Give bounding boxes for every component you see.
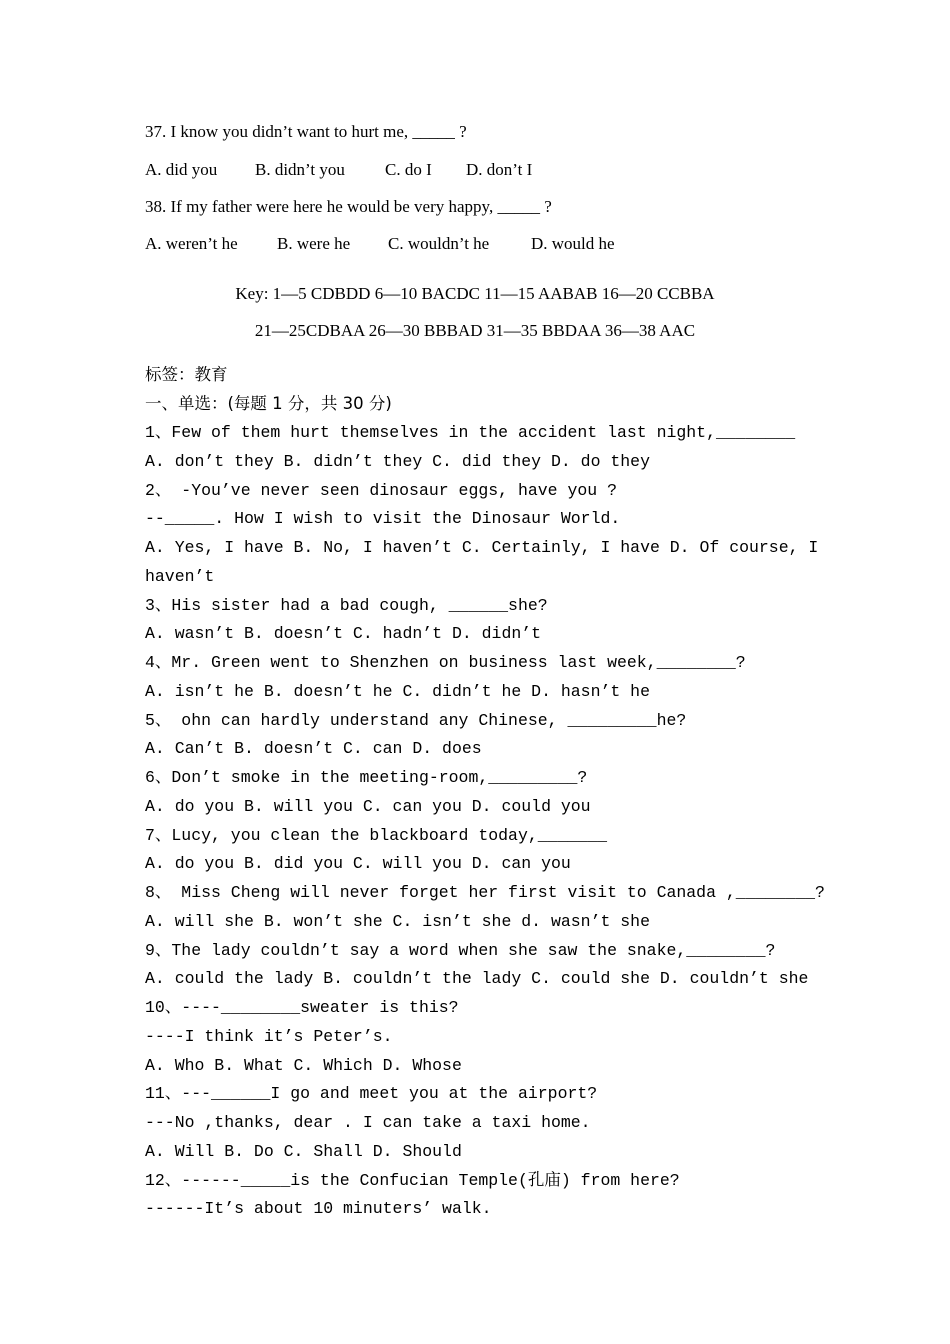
answer-key-line-2: 21—25CDBAA 26—30 BBBAD 31—35 BBDAA 36—38 AAC (254, 321, 696, 340)
text-line: A. isn’t he B. doesn’t he C. didn’t he D. hasn’t he (145, 682, 650, 701)
option-c: C. do I (385, 160, 432, 179)
option-a: A. weren’t he (145, 234, 238, 253)
option-b: B. were he (277, 234, 351, 253)
text-line: A. don’t they B. didn’t they C. did they D. do they (145, 452, 650, 471)
option-b: B. didn’t you (255, 160, 345, 179)
section-title: 一、单选：(每题 1 分，共 30 分) (145, 394, 392, 413)
text-line: 9、The lady couldn’t say a word when she saw the snake,________? (145, 941, 776, 960)
text-line: 3、His sister had a bad cough, ______she? (145, 596, 548, 615)
text-line: A. do you B. did you C. will you D. can you (145, 854, 571, 873)
option-a: A. did you (145, 160, 218, 179)
text-line: A. will she B. won’t she C. isn’t she d. wasn’t she (145, 912, 650, 931)
option-d: D. would he (531, 234, 615, 253)
text-line: A. Can’t B. doesn’t C. can D. does (145, 739, 482, 758)
text-line: ----I think it’s Peter’s. (145, 1027, 393, 1046)
text-line: --_____. How I wish to visit the Dinosaur World. (145, 509, 621, 528)
text-line: 6、Don’t smoke in the meeting-room,_________? (145, 768, 588, 787)
question-37-stem: 37. I know you didn’t want to hurt me, _____ ? (145, 122, 467, 141)
text-line: ---No ,thanks, dear . I can take a taxi home. (145, 1113, 591, 1132)
text-line: A. Yes, I have B. No, I haven’t C. Certainly, I have D. Of course, I (145, 538, 819, 557)
option-c: C. wouldn’t he (388, 234, 490, 253)
question-37-options (145, 159, 532, 181)
text-line: 12、------_____is the Confucian Temple(孔庙) from here? (145, 1171, 680, 1190)
text-line: 11、---______I go and meet you at the airport? (145, 1084, 598, 1103)
tag-line: 标签：教育 (145, 365, 228, 384)
text-line: 10、----________sweater is this? (145, 998, 459, 1017)
text-line: haven’t (145, 567, 215, 586)
text-line: A. wasn’t B. doesn’t C. hadn’t D. didn’t (145, 624, 542, 643)
option-d: D. don’t I (466, 160, 533, 179)
text-line: A. do you B. will you C. can you D. could you (145, 797, 591, 816)
text-line: 8、 Miss Cheng will never forget her first visit to Canada ,________? (145, 883, 825, 902)
text-line: 1、Few of them hurt themselves in the accident last night,________ (145, 423, 796, 442)
text-line: A. could the lady B. couldn’t the lady C. could she D. couldn’t she (145, 969, 809, 988)
text-line: ------It’s about 10 minuters’ walk. (145, 1199, 492, 1218)
text-line: 5、 ohn can hardly understand any Chinese, _________he? (145, 711, 687, 730)
text-line: 2、 -You’ve never seen dinosaur eggs, have you ? (145, 481, 617, 500)
text-line: A. Who B. What C. Which D. Whose (145, 1056, 462, 1075)
text-line: A. Will B. Do C. Shall D. Should (145, 1142, 462, 1161)
question-38-options (145, 233, 615, 255)
text-line: 4、Mr. Green went to Shenzhen on business last week,________? (145, 653, 746, 672)
question-38-stem: 38. If my father were here he would be very happy, _____ ? (145, 197, 552, 216)
answer-key-line-1: Key: 1—5 CDBDD 6—10 BACDC 11—15 AABAB 16—20 CCBBA (235, 284, 715, 303)
text-line: 7、Lucy, you clean the blackboard today,_______ (145, 826, 608, 845)
